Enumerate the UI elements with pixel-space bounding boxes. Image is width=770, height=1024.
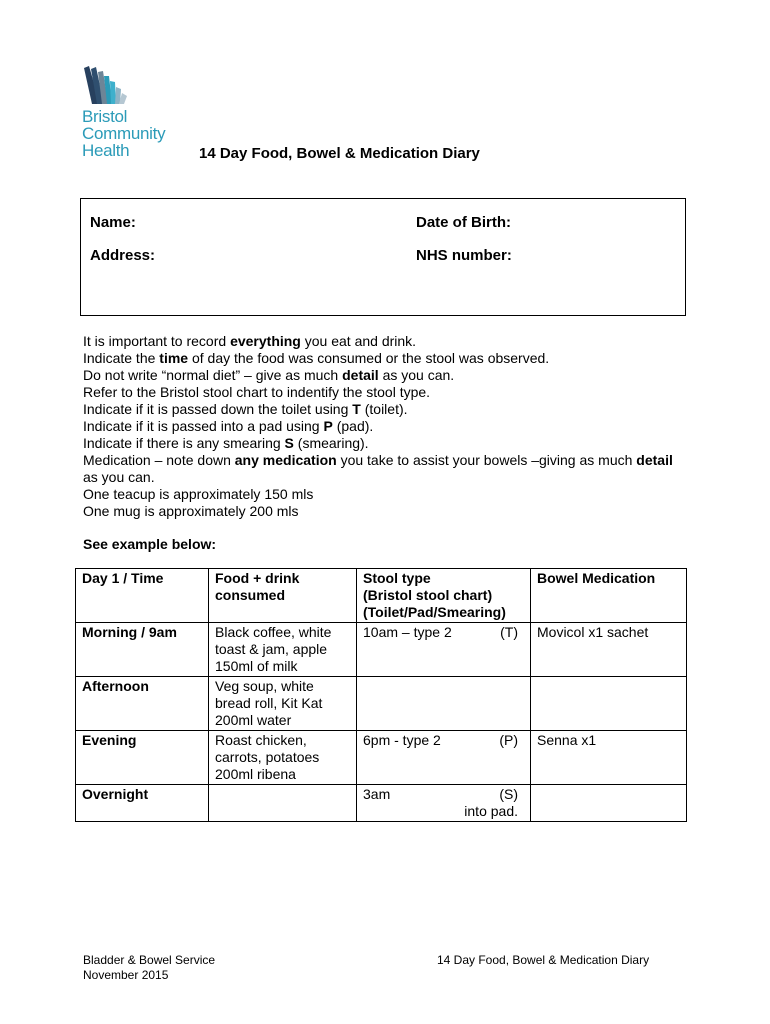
example-diary-table bbox=[75, 568, 687, 822]
bristol-community-health-logo bbox=[80, 64, 190, 164]
medication-cell: Movicol x1 sachet bbox=[531, 623, 687, 677]
header-food-drink: Food + drink consumed bbox=[209, 569, 357, 623]
medication-cell: Senna x1 bbox=[531, 731, 687, 785]
footer-service: Bladder & Bowel Service bbox=[83, 953, 216, 967]
medication-cell bbox=[531, 677, 687, 731]
header-stool-type: Stool type (Bristol stool chart) (Toilet/Pad/Smearing) bbox=[357, 569, 531, 623]
logo-text-community: Community bbox=[82, 124, 166, 143]
name-label: Name: bbox=[90, 214, 136, 231]
table-row-morning bbox=[76, 623, 687, 677]
time-cell: Afternoon bbox=[76, 677, 209, 731]
footer-left bbox=[83, 953, 215, 983]
logo-text-health: Health bbox=[82, 141, 130, 160]
instruction-line: Do not write “normal diet” – give as much detail as you can. bbox=[83, 367, 455, 383]
instruction-line: Indicate the time of day the food was consumed or the stool was observed. bbox=[83, 350, 550, 366]
footer-right: 14 Day Food, Bowel & Medication Diary bbox=[437, 953, 650, 967]
instruction-line: Medication – note down any medication you take to assist your bowels –giving as much detail as you can. bbox=[83, 452, 673, 485]
instructions bbox=[83, 333, 683, 520]
instruction-line: One teacup is approximately 150 mls bbox=[83, 486, 314, 502]
time-cell: Overnight bbox=[76, 785, 209, 822]
medication-cell bbox=[531, 785, 687, 822]
food-cell: Black coffee, white toast & jam, apple 150ml of milk bbox=[209, 623, 357, 677]
instruction-line: Indicate if there is any smearing S (smearing). bbox=[83, 435, 369, 451]
instruction-line: One mug is approximately 200 mls bbox=[83, 503, 299, 519]
time-cell: Morning / 9am bbox=[76, 623, 209, 677]
logo-fan-icon bbox=[82, 64, 132, 108]
address-label: Address: bbox=[90, 247, 156, 264]
food-cell bbox=[209, 785, 357, 822]
instruction-line: Indicate if it is passed down the toilet using T (toilet). bbox=[83, 401, 408, 417]
food-cell: Veg soup, white bread roll, Kit Kat 200ml water bbox=[209, 677, 357, 731]
instruction-line: Indicate if it is passed into a pad using P (pad). bbox=[83, 418, 374, 434]
page-title: 14 Day Food, Bowel & Medication Diary bbox=[199, 145, 480, 162]
logo-text-bristol: Bristol bbox=[82, 107, 128, 126]
stool-cell: 6pm - type 2 (P) bbox=[357, 731, 531, 785]
table-header-row bbox=[76, 569, 687, 623]
time-cell: Evening bbox=[76, 731, 209, 785]
see-example-heading: See example below: bbox=[83, 536, 217, 552]
instruction-line: It is important to record everything you eat and drink. bbox=[83, 333, 417, 349]
stool-cell: 10am – type 2 (T) bbox=[357, 623, 531, 677]
nhs-number-label: NHS number: bbox=[416, 247, 512, 264]
instruction-line: Refer to the Bristol stool chart to indentify the stool type. bbox=[83, 384, 431, 400]
table-row-afternoon bbox=[76, 677, 687, 731]
table-row-overnight bbox=[76, 785, 687, 822]
date-of-birth-label: Date of Birth: bbox=[416, 214, 511, 231]
header-bowel-medication: Bowel Medication bbox=[531, 569, 687, 623]
stool-cell: 3am (S) into pad. bbox=[357, 785, 531, 822]
food-cell: Roast chicken, carrots, potatoes 200ml ribena bbox=[209, 731, 357, 785]
stool-cell bbox=[357, 677, 531, 731]
table-row-evening bbox=[76, 731, 687, 785]
header-day-time: Day 1 / Time bbox=[76, 569, 209, 623]
footer-date: November 2015 bbox=[83, 968, 169, 982]
patient-details-box bbox=[80, 198, 686, 316]
